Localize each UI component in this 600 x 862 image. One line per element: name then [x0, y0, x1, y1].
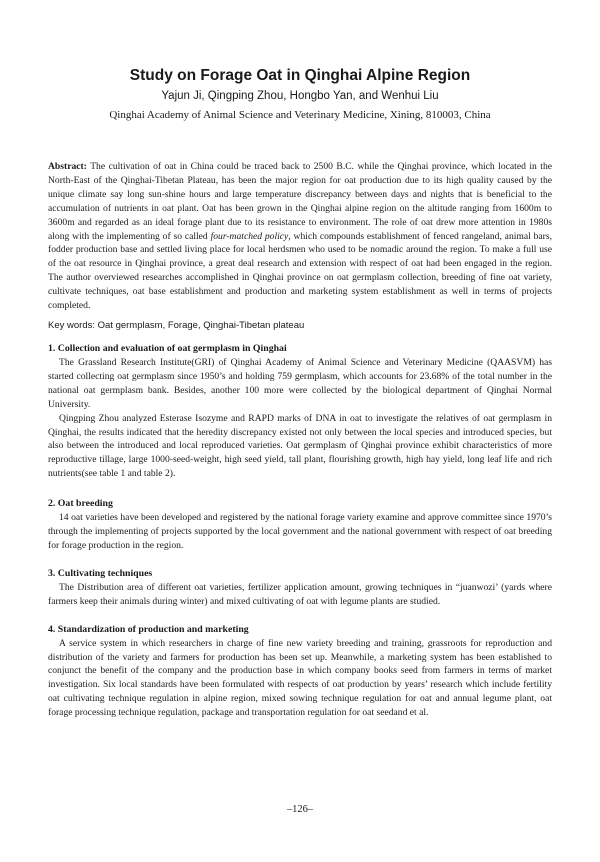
abstract-emphasis: four-matched policy: [210, 230, 289, 242]
author-list: Yajun Ji, Qingping Zhou, Hongbo Yan, and Wenhui Liu: [161, 90, 439, 102]
section-paragraph: 14 oat varieties have been developed and registered by the national forage variety examine and approve committee since 1970’s through the implementing of projects supported by the local government and the national government with respect of oat breeding for forage production in the region.: [48, 512, 552, 551]
section-heading: 4. Standardization of production and marketing: [48, 623, 249, 635]
section-paragraph: A service system in which researchers in charge of fine new variety breeding and training, grassroots for reproduction and distribution of the variety and farmers for production has been set up. Meanwhile, a marketing system has been established to conjunct the benefit of the company and the production base in which company books seed from farmers in terms of market investigation. Six local standards have been formulated with respects of oat production by years’ research which include fertility oat cultivating technique regulation in alpine region, mixed sowing technique regulation for oat and annual legume plant, oat forage processing technique regulation, package and transportation regulation for oat seedand et al.: [48, 637, 552, 719]
paper-title: Study on Forage Oat in Qinghai Alpine Region: [129, 67, 471, 84]
section-paragraph: The Distribution area of different oat varieties, fertilizer application amount, growing techniques in “juanwozi’ (yards where farmers keep their animals during winter) and mixed cultivating of oat with legume plants are studied.: [48, 581, 552, 607]
section-paragraph: The Grassland Research Institute(GRI) of Qinghai Academy of Animal Science and Veterinary Medicine (QAASVM) has started collecting oat germplasm since 1950’s and holding 759 germplasm, which accounts for 23.68% of the total number in the national oat germplasm bank. Besides, another 100 more were collected by the biological department of Qinghai Normal University.: [48, 356, 552, 410]
keywords: Key words: Oat germplasm, Forage, Qinghai-Tibetan plateau: [48, 319, 305, 331]
section-standardization: [48, 623, 552, 720]
section-cultivating-techniques: [48, 567, 552, 609]
section-heading: 2. Oat breeding: [48, 498, 113, 510]
page-number: –126–: [286, 804, 314, 815]
section-paragraph: Qingping Zhou analyzed Esterase Isozyme and RAPD marks of DNA in oat to investigate the relatives of oat germplasm in Qinghai, the results indicated that the heredity discrepancy existed not only between the local species and introduced species, but also between the introduced and local reproduced varieties. Oat germplasm of Qinghai province exhibit characteristics of more reproductive tillage, large 1000-seed-weight, high seed yield, tall plant, flourishing growth, high hay yield, long leaf life and rich nutrients(see table 1 and table 2).: [48, 412, 552, 480]
affiliation: Qinghai Academy of Animal Science and Veterinary Medicine, Xining, 810003, China: [109, 109, 491, 121]
section-heading: 3. Cultivating techniques: [48, 567, 153, 579]
abstract-text-part-2: , which compounds establishment of fenced rangeland, animal bars, fodder production base and settled living place for local herdsmen who used to be nomadic around the region. To make a full use of the oat resource in Qinghai province, a great deal research and extension with respect of oat had been engaged in the region. The author overviewed researches accomplished in Qinghai province on oat germplasm collection, breeding of fine oat variety, cultivate techniques, oat base establishment and production and marketing system establishment as well in terms of projects completed.: [48, 230, 552, 312]
abstract-label: Abstract:: [48, 161, 87, 172]
abstract-text-part-1: The cultivation of oat in China could be traced back to 2500 B.C. while the Qinghai province, which located in the North-East of the Qinghai-Tibetan Plateau, has been the major region for oat production due to its high quality caused by the unique climate say long sun-shine hours and large temperature discrepancy between days and nights that is beneficial to the accumulation of nutrients in oat plant. Oat has been grown in the Qinghai alpine region on the altitude ranging from 1600m to 3600m and regarded as an ideal forage plant due to its resistance to environment. The role of oat drew more attention in 1980s along with the implementing of so called: [48, 161, 552, 242]
abstract: [48, 160, 552, 313]
section-heading: 1. Collection and evaluation of oat germplasm in Qinghai: [48, 342, 287, 354]
section-germplasm: [48, 342, 552, 481]
section-oat-breeding: [48, 497, 552, 553]
